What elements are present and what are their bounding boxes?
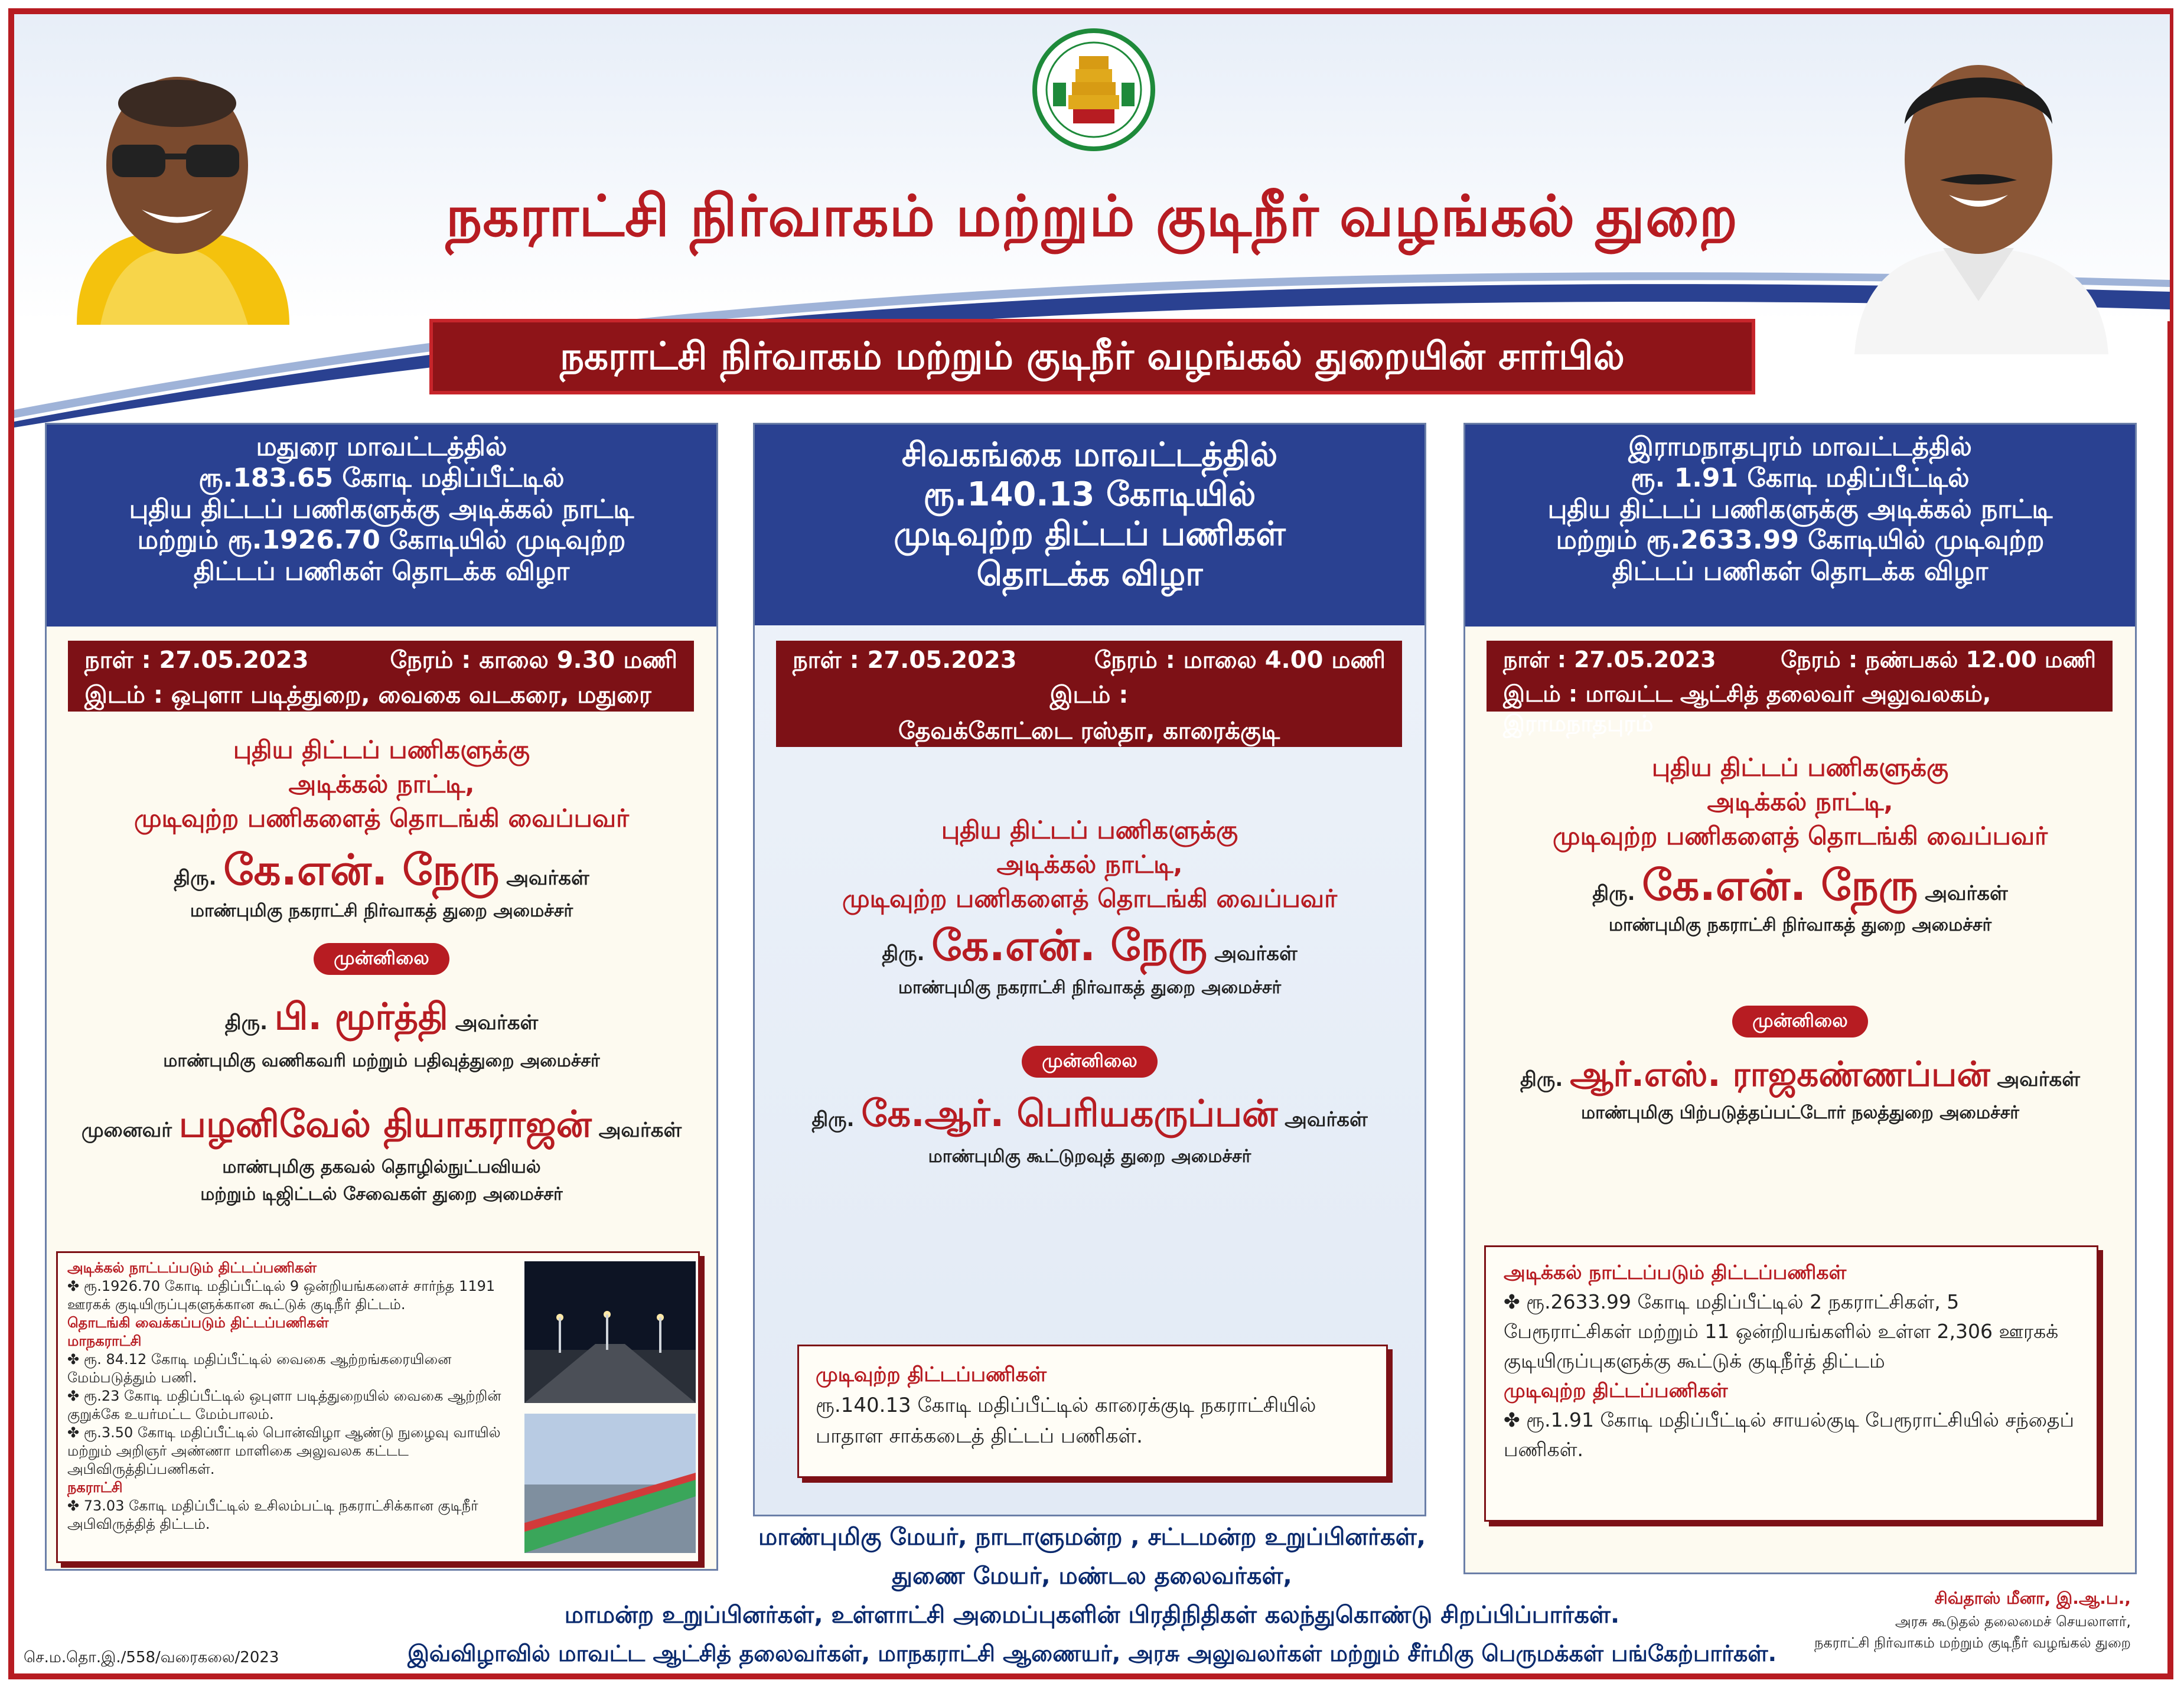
- name-suffix: அவர்கள்: [1925, 882, 2008, 905]
- projects-box-madurai: [56, 1251, 700, 1563]
- intro-line: முடிவுற்ற பணிகளைத் தொடங்கி வைப்பவர்: [842, 884, 1338, 913]
- state-emblem: [1031, 27, 1158, 154]
- signatory-title: அரசு கூடுதல் தலைமைச் செயலாளர்,: [1895, 1613, 2131, 1630]
- intro-line: அடிக்கல் நாட்டி,: [996, 850, 1183, 879]
- panel-madurai-header: [47, 425, 716, 627]
- guest-1-name: ஆர்.எஸ். ராஜகண்ணப்பன்: [1570, 1054, 1990, 1094]
- guest-2-designation-2: மற்றும் டிஜிட்டல் சேவைகள் துறை அமைச்சர்: [200, 1184, 563, 1205]
- projects-subheading: மாநகராட்சி: [67, 1333, 142, 1349]
- project-item: ✤ ரூ.2633.99 கோடி மதிப்பீட்டில் 2 நகராட்சிகள், 5 பேரூராட்சிகள் மற்றும் 11 ஒன்றியங்களில் உள்ள 2,306 ஊரகக் குடியிருப்புகளுக்கு கூட்டுக் குடிநீர்த் திட்டம்: [1504, 1290, 2059, 1372]
- intro-line: புதிய திட்டப் பணிகளுக்கு: [941, 815, 1238, 844]
- project-photo-riverfront: [524, 1261, 696, 1403]
- chief-guest: [1465, 860, 2135, 916]
- event-date: நாள் : 27.05.2023: [793, 647, 1017, 674]
- name-prefix: திரு.: [174, 866, 217, 890]
- signatory-department: நகராட்சி நிர்வாகம் மற்றும் குடிநீர் வழங்கல் துறை: [1814, 1634, 2131, 1651]
- header-line: தொடக்க விழா: [976, 554, 1203, 593]
- guest-2: [47, 1102, 716, 1151]
- project-item: ✤ ரூ.23 கோடி மதிப்பீட்டில் ஒபுளா படித்துறையில் வைகை ஆற்றின் குறுக்கே உயர்மட்ட மேம்பாலம்.: [67, 1388, 501, 1423]
- event-venue: இடம் : மாவட்ட ஆட்சித் தலைவர் அலுவலகம், இராமநாதபுரம்: [1503, 681, 1991, 736]
- chief-guest-name: கே.என். நேரு: [223, 845, 500, 895]
- event-date: நாள் : 27.05.2023: [1503, 647, 1716, 673]
- intro-line: புதிய திட்டப் பணிகளுக்கு: [1651, 753, 1949, 782]
- header-line: புதிய திட்டப் பணிகளுக்கு அடிக்கல் நாட்டி: [129, 494, 634, 524]
- guest-1-designation: மாண்புமிகு பிற்படுத்தப்பட்டோர் நலத்துறை அமைச்சர்: [1581, 1102, 2019, 1123]
- footer-line-4: இவ்விழாவில் மாவட்ட ஆட்சித் தலைவர்கள், மாநகராட்சி ஆணையர், அரசு அலுவலர்கள் மற்றும் சீர்மிகு பெருமக்கள் பங்கேற்பார்கள்.: [407, 1640, 1777, 1666]
- event-details-box: [776, 641, 1402, 747]
- header-line: ரூ. 1.91 கோடி மதிப்பீட்டில்: [1631, 462, 1970, 493]
- event-time: நேரம் : மாலை 4.00 மணி: [1094, 647, 1386, 674]
- panel-sivagangai-header: [755, 425, 1425, 625]
- guest-1-designation: மாண்புமிகு வணிகவரி மற்றும் பதிவுத்துறை அமைச்சர்: [163, 1050, 600, 1071]
- panel-sivagangai: [753, 423, 1426, 1516]
- project-item: ✤ 73.03 கோடி மதிப்பீட்டில் உசிலம்பட்டி நகராட்சிக்கான குடிநீர் அபிவிருத்தித் திட்டம்.: [67, 1497, 478, 1532]
- projects-subheading: நகராட்சி: [67, 1479, 123, 1496]
- project-text: ரூ.23 கோடி மதிப்பீட்டில் ஒபுளா படித்துறையில் வைகை ஆற்றின் குறுக்கே உயர்மட்ட மேம்பாலம்.: [67, 1388, 501, 1423]
- event-venue: தேவக்கோட்டை ரஸ்தா, காரைக்குடி: [898, 717, 1280, 745]
- project-text: ரூ.1926.70 கோடி மதிப்பீட்டில் 9 ஒன்றியங்களைச் சார்ந்த 1191 ஊரகக் குடியிருப்புகளுக்கான கூட்டுக் குடிநீர் திட்டம்.: [67, 1278, 496, 1313]
- chief-guest-name: கே.என். நேரு: [931, 921, 1208, 970]
- header-line: ரூ.183.65 கோடி மதிப்பீட்டில்: [198, 462, 565, 493]
- name-prefix: திரு.: [1592, 882, 1635, 905]
- guest-1: [47, 995, 716, 1043]
- footer-line-1: மாண்புமிகு மேயர், நாடாளுமன்ற , சட்டமன்ற உறுப்பினர்கள்,: [758, 1523, 1426, 1551]
- header-line: இராமநாதபுரம் மாவட்டத்தில்: [1628, 432, 1972, 462]
- header-line: ரூ.140.13 கோடியில்: [923, 475, 1256, 514]
- chief-guest-designation: மாண்புமிகு நகராட்சி நிர்வாகத் துறை அமைச்சர்: [898, 977, 1282, 998]
- name-suffix: அவர்கள்: [1214, 942, 1298, 965]
- panel-madurai: [45, 423, 718, 1571]
- project-item: ✤ ரூ.1926.70 கோடி மதிப்பீட்டில் 9 ஒன்றியங்களைச் சார்ந்த 1191 ஊரகக் குடியிருப்புகளுக்கான கூட்டுக் குடிநீர் திட்டம்.: [67, 1278, 496, 1313]
- name-prefix: திரு.: [224, 1011, 268, 1035]
- event-time: நேரம் : காலை 9.30 மணி: [390, 647, 677, 674]
- project-item: ✤ ரூ. 84.12 கோடி மதிப்பீட்டில் வைகை ஆற்றங்கரையினை மேம்படுத்தும் பணி.: [67, 1351, 452, 1386]
- name-suffix: அவர்கள்: [598, 1118, 682, 1142]
- guest-2-designation-1: மாண்புமிகு தகவல் தொழில்நுட்பவியல்: [222, 1157, 541, 1177]
- projects-heading: தொடங்கி வைக்கப்படும் திட்டப்பணிகள்: [67, 1314, 329, 1331]
- project-text: ரூ. 84.12 கோடி மதிப்பீட்டில் வைகை ஆற்றங்கரையினை மேம்படுத்தும் பணி.: [67, 1351, 452, 1386]
- projects-box-ramanathapuram: [1484, 1245, 2098, 1522]
- intro-line: அடிக்கல் நாட்டி,: [1707, 787, 1893, 816]
- footer-line-2: துணை மேயர், மண்டல தலைவர்கள்,: [892, 1562, 1292, 1590]
- projects-heading: அடிக்கல் நாட்டப்படும் திட்டப்பணிகள்: [67, 1260, 317, 1276]
- panel-ramanathapuram: [1463, 423, 2137, 1574]
- event-venue-label: இடம் :: [1049, 681, 1129, 709]
- header-line: திட்டப் பணிகள் தொடக்க விழா: [1612, 556, 1989, 587]
- guest-2-name: பழனிவேல் தியாகராஜன்: [178, 1102, 592, 1146]
- name-suffix: அவர்கள்: [455, 1011, 539, 1035]
- chief-guest-name: கே.என். நேரு: [1642, 860, 1918, 910]
- event-venue: இடம் : ஒபுளா படித்துறை, வைகை வடகரை, மதுரை: [84, 681, 651, 709]
- presence-badge: முன்னிலை: [314, 943, 449, 975]
- guest-1-name: பி. மூர்த்தி: [274, 995, 448, 1038]
- name-suffix: அவர்கள்: [506, 866, 589, 890]
- guest-1-designation: மாண்புமிகு கூட்டுறவுத் துறை அமைச்சர்: [928, 1146, 1251, 1167]
- chief-guest-designation: மாண்புமிகு நகராட்சி நிர்வாகத் துறை அமைச்சர்: [1608, 915, 1992, 935]
- subtitle-banner: நகராட்சி நிர்வாகம் மற்றும் குடிநீர் வழங்கல் துறையின் சார்பில்: [429, 319, 1755, 394]
- signatory-name: சிவ்தாஸ் மீனா, இ.ஆ.ப.,: [1934, 1588, 2131, 1608]
- project-text: ரூ.140.13 கோடி மதிப்பீட்டில் காரைக்குடி நகராட்சியில் பாதாள சாக்கடைத் திட்டப் பணிகள்.: [816, 1394, 1316, 1448]
- projects-heading: முடிவுற்ற திட்டப்பணிகள்: [816, 1363, 1047, 1386]
- project-text: ரூ.2633.99 கோடி மதிப்பீட்டில் 2 நகராட்சிகள், 5 பேரூராட்சிகள் மற்றும் 11 ஒன்றியங்களில் உள்ள 2,306 ஊரகக் குடியிருப்புகளுக்கு கூட்டுக் குடிநீர்த் திட்டம்: [1504, 1290, 2059, 1372]
- footer-line-3: மாமன்ற உறுப்பினர்கள், உள்ளாட்சி அமைப்புகளின் பிரதிநிதிகள் கலந்துகொண்டு சிறப்பிப்பார்கள்.: [564, 1601, 1620, 1629]
- event-details-box: [68, 641, 694, 712]
- event-details-box: [1487, 641, 2113, 736]
- header-line: திட்டப் பணிகள் தொடக்க விழா: [193, 556, 570, 587]
- header-line: முடிவுற்ற திட்டப் பணிகள்: [894, 515, 1286, 554]
- name-prefix: முனைவர்: [81, 1118, 172, 1142]
- name-prefix: திரு.: [811, 1108, 855, 1131]
- panel-ramanathapuram-header: [1465, 425, 2135, 627]
- intro-line: முடிவுற்ற பணிகளைத் தொடங்கி வைப்பவர்: [133, 804, 630, 833]
- name-prefix: திரு.: [1520, 1068, 1563, 1091]
- name-suffix: அவர்கள்: [1285, 1108, 1368, 1131]
- name-suffix: அவர்கள்: [1997, 1068, 2080, 1091]
- main-title: நகராட்சி நிர்வாகம் மற்றும் குடிநீர் வழங்கல் துறை: [445, 183, 1739, 249]
- chief-guest: [47, 845, 716, 901]
- guest-1-name: கே.ஆர். பெரியகருப்பன்: [861, 1092, 1278, 1135]
- header-line: மதுரை மாவட்டத்தில்: [256, 432, 507, 462]
- presence-badge: முன்னிலை: [1022, 1046, 1158, 1078]
- presence-badge: முன்னிலை: [1732, 1006, 1868, 1038]
- chief-guest: [755, 921, 1425, 976]
- intro-line: அடிக்கல் நாட்டி,: [288, 769, 475, 798]
- event-time: நேரம் : நண்பகல் 12.00 மணி: [1781, 647, 2096, 673]
- header-line: மற்றும் ரூ.2633.99 கோடியில் முடிவுற்ற: [1556, 525, 2045, 556]
- header-line: மற்றும் ரூ.1926.70 கோடியில் முடிவுற்ற: [137, 525, 626, 556]
- project-text: ரூ.3.50 கோடி மதிப்பீட்டில் பொன்விழா ஆண்டு நுழைவு வாயில் மற்றும் அறிஞர் அண்ணா மாளிகை அலுவலக கட்டட அபிவிருத்திப்பணிகள்.: [67, 1424, 501, 1477]
- header-line: சிவகங்கை மாவட்டத்தில்: [901, 436, 1278, 474]
- guest-1: [755, 1092, 1425, 1140]
- chief-guest-designation: மாண்புமிகு நகராட்சி நிர்வாகத் துறை அமைச்சர்: [190, 901, 573, 921]
- projects-heading: முடிவுற்ற திட்டப்பணிகள்: [1504, 1379, 1728, 1402]
- intro-line: புதிய திட்டப் பணிகளுக்கு: [233, 735, 530, 764]
- reference-number: செ.ம.தொ.இ./558/வரைகலை/2023: [24, 1649, 279, 1666]
- intro-line: முடிவுற்ற பணிகளைத் தொடங்கி வைப்பவர்: [1552, 821, 2048, 850]
- name-prefix: திரு.: [882, 942, 925, 965]
- project-text: ரூ.1.91 கோடி மதிப்பீட்டில் சாயல்குடி பேரூராட்சியில் சந்தைப் பணிகள்.: [1504, 1408, 2075, 1461]
- event-date: நாள் : 27.05.2023: [84, 647, 309, 674]
- project-item: ✤ ரூ.3.50 கோடி மதிப்பீட்டில் பொன்விழா ஆண்டு நுழைவு வாயில் மற்றும் அறிஞர் அண்ணா மாளிகை அலுவலக கட்டட அபிவிருத்திப்பணிகள்.: [67, 1424, 501, 1477]
- header-line: புதிய திட்டப் பணிகளுக்கு அடிக்கல் நாட்டி: [1547, 494, 2053, 524]
- guest-1: [1465, 1054, 2135, 1099]
- projects-heading: அடிக்கல் நாட்டப்படும் திட்டப்பணிகள்: [1504, 1261, 1847, 1284]
- projects-box-sivagangai: [797, 1345, 1388, 1478]
- project-text: 73.03 கோடி மதிப்பீட்டில் உசிலம்பட்டி நகராட்சிக்கான குடிநீர் அபிவிருத்தித் திட்டம்.: [67, 1497, 478, 1532]
- project-item: ✤ ரூ.1.91 கோடி மதிப்பீட்டில் சாயல்குடி பேரூராட்சியில் சந்தைப் பணிகள்.: [1504, 1408, 2075, 1461]
